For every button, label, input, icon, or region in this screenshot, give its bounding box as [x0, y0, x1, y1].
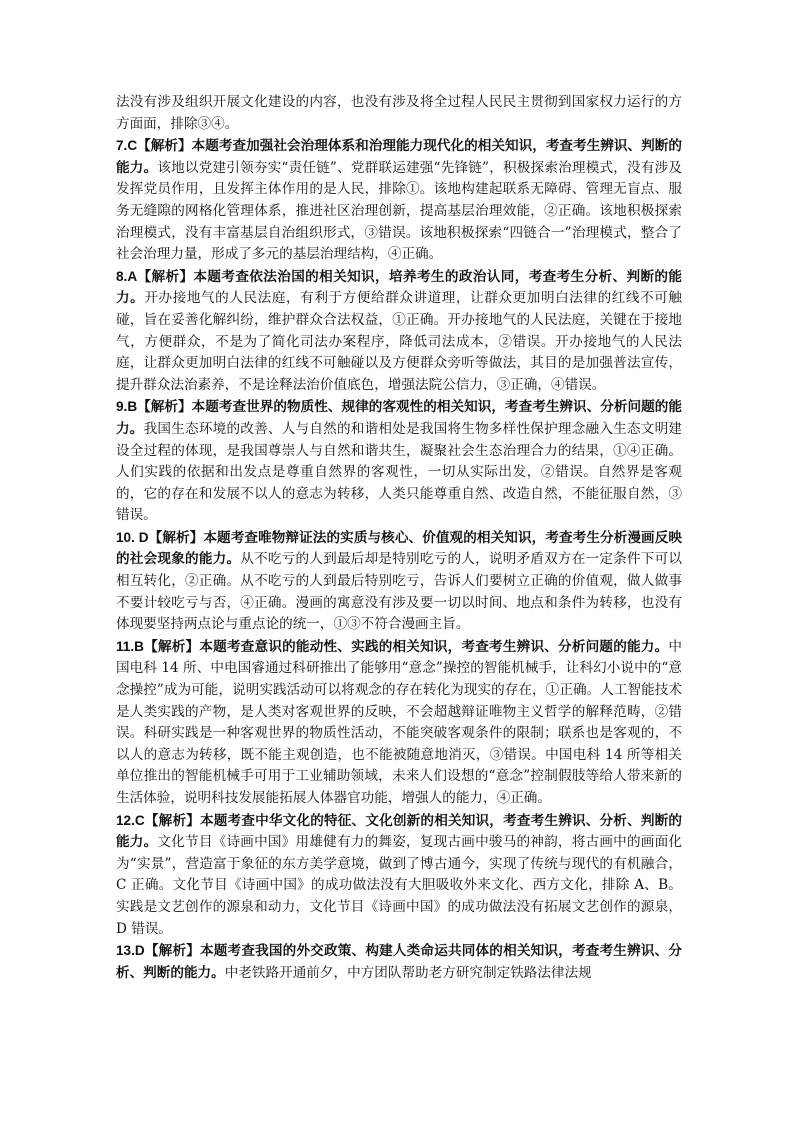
answer-8 [116, 266, 682, 397]
answer-number: 13.D [116, 943, 145, 959]
intro-text: 法没有涉及组织开展文化建设的内容，也没有涉及将全过程人民民主贯彻到国家权力运行的方方面面，排除③④。 [116, 94, 682, 132]
document-page [116, 92, 682, 984]
answer-body: 中国电科 14 所、中电国睿通过科研推出了能够用“意念”操控的智能机械手，让科幻小说中的“意念操控”成为可能，说明实践活动可以将观念的存在转化为现实的存在，①正确。人工智能技术是人类实践的产物，是人类对客观世界的反映，不会超越辩证唯物主义哲学的解释范畴，②错误。科研实践是一种客观世界的物质性活动，不能突破客观条件的限制；联系也是客观的，不以人的意志为转移，既不能主观创造，也不能被随意地消灭，③错误。中国电科 14 所等相关单位推出的智能机械手可用于工业辅助领域，未来人们设想的“意念”控制假肢等给人带来新的生活体验，说明科技发展能拓展人体器官功能，增强人的能力，④正确。 [116, 638, 682, 806]
intro-paragraph [116, 92, 682, 135]
answer-heading: 【解析】本题考查我国的外交政策、构建人类命运共同体的相关知识，考查考生辨识、分析、判断的能力。 [116, 943, 682, 981]
answer-10 [116, 527, 682, 636]
answer-heading: 【解析】本题考查中华文化的特征、文化创新的相关知识，考查考生辨识、分析、判断的能力。 [116, 812, 682, 851]
answer-body: 我国生态环境的改善、人与自然的和谐相处是我国将生物多样性保护理念融入生态文明建设全过程的体现，是我国尊崇人与自然和谐共生，凝聚社会生态治理合力的结果，①④正确。人们实践的依据和出发点是尊重自然界的客观性，一切从实际出发，②错误。自然界是客观的，它的存在和发展不以人的意志为转移，人类只能尊重自然、改造自然，不能征服自然，③错误。 [116, 420, 683, 524]
answer-body: 从不吃亏的人到最后却是特别吃亏的人，说明矛盾双方在一定条件下可以相互转化，②正确。从不吃亏的人到最后特别吃亏，告诉人们要树立正确的价值观，做人做事不要计较吃亏与否，④正确。漫画的寓意没有涉及要一切以时间、地点和条件为转移，也没有体现要坚持两点论与重点论的统一，①③不符合漫画主旨。 [116, 551, 683, 633]
answer-number: 7.C [116, 138, 138, 154]
answer-heading: 【解析】本题考查依法治国的相关知识，培养考生的政治认同，考查考生分析、判断的能力。 [116, 268, 682, 307]
answer-heading: 【解析】本题考查唯物辩证法的实质与核心、价值观的相关知识，考查考生分析漫画反映的社会现象的能力。 [116, 529, 682, 568]
answer-body: 中老铁路开通前夕，中方团队帮助老方研究制定铁路法律法规 [224, 964, 592, 981]
answer-number: 8.A [116, 268, 138, 284]
answer-number: 12.C [116, 812, 145, 828]
answer-number: 9.B [116, 399, 138, 415]
answer-body: 该地以党建引领夯实“责任链”、党群联运建强“先锋链”，积极探索治理模式，没有涉及发挥党员作用，且发挥主体作用的是人民，排除①。该地构建起联系无障碍、管理无盲点、服务无缝隙的网格化管理体系，推进社区治理创新，提高基层治理效能，②正确。该地积极探索治理模式，没有丰富基层自治组织形式，③错误。该地积极探索“四链合一”治理模式，整合了社会治理力量，形成了多元的基层治理结构，④正确。 [116, 159, 683, 263]
answer-9 [116, 396, 682, 527]
answer-heading: 【解析】本题考查意识的能动性、实践的相关知识，考查考生辨识、分析问题的能力。 [143, 638, 669, 655]
answer-12 [116, 810, 682, 941]
answer-number: 11.B [116, 638, 144, 654]
answer-heading: 【解析】本题考查世界的物质性、规律的客观性的相关知识，考查考生辨识、分析问题的能力。 [116, 399, 682, 437]
answer-body: 开办接地气的人民法庭，有利于方便给群众讲道理，让群众更加明白法律的红线不可触碰，旨在妥善化解纠纷，维护群众合法权益，①正确。开办接地气的人民法庭，关键在于接地气，方便群众，不是为了简化司法办案程序，降低司法成本，②错误。开办接地气的人民法庭，让群众更加明白法律的红线不可触碰以及方便群众旁听等做法，其目的是加强普法宣传，提升群众法治素养，不是诠释法治价值底色，增强法院公信力，③正确，④错误。 [116, 290, 683, 393]
answer-11 [116, 636, 682, 810]
answer-heading: 【解析】本题考查加强社会治理体系和治理能力现代化的相关知识，考查考生辨识、判断的能力。 [116, 138, 682, 176]
answer-7 [116, 135, 682, 266]
answer-body: 文化节目《诗画中国》用雄健有力的舞姿，复现古画中骏马的神韵，将古画中的画面化为“实景”，营造富于象征的东方美学意境，做到了博古通今，实现了传统与现代的有机融合，C 正确。文化节目《诗画中国》的成功做法没有大胆吸收外来文化、西方文化，排除 A、B。实践是文艺创作的源泉和动力，文化节目《诗画中国》的成功做法没有拓展文艺创作的源泉，D 错误。 [116, 834, 683, 937]
answer-number: 10. D [116, 529, 149, 545]
answer-13 [116, 940, 682, 984]
